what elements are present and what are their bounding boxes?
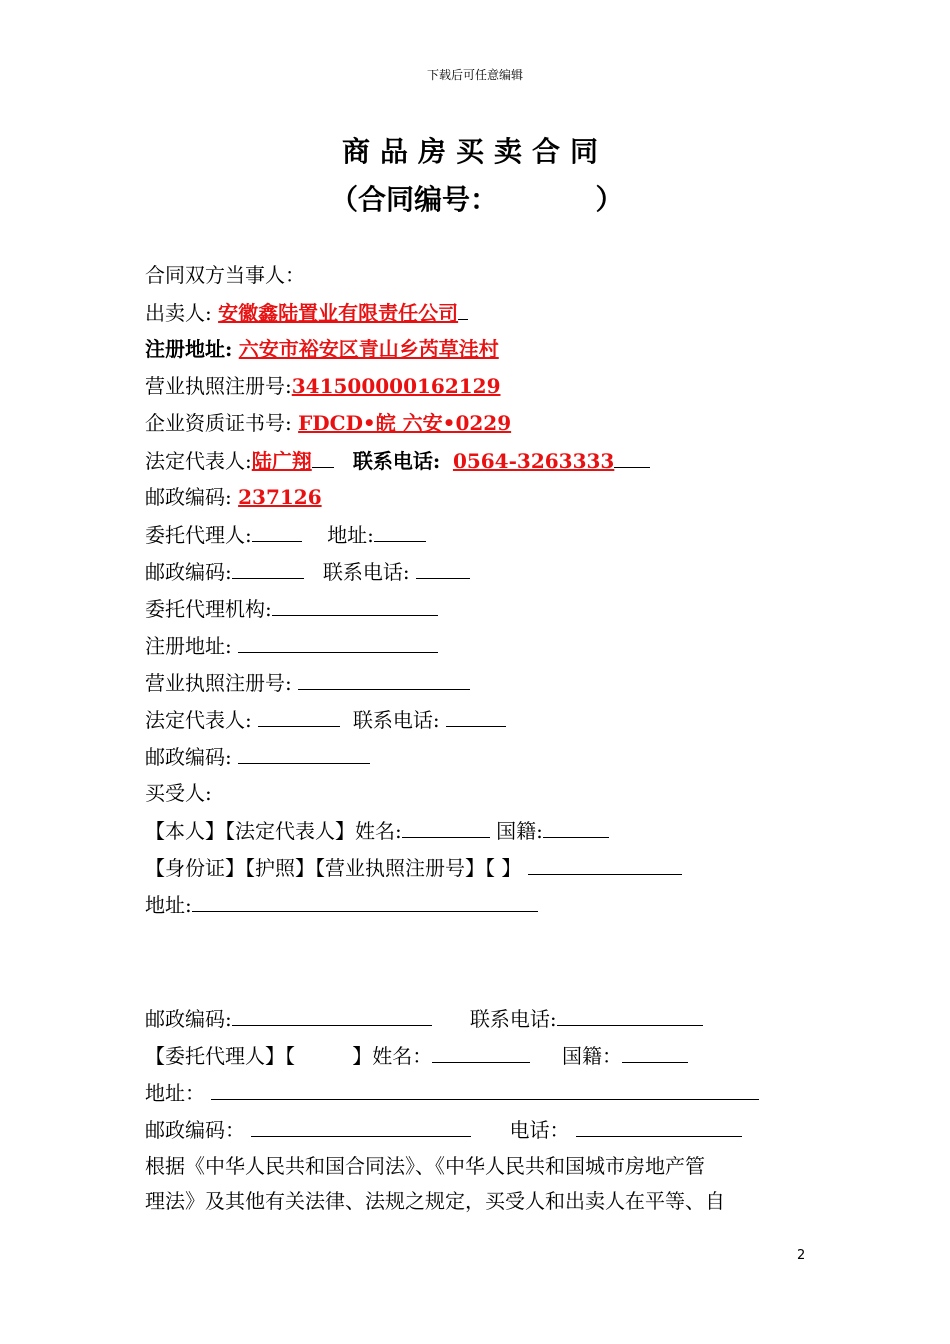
buyer-agent-nationality-label: 国籍： bbox=[562, 1044, 623, 1068]
qualification-row bbox=[145, 410, 511, 436]
buyer-agent-postcode-label: 邮政编码： bbox=[145, 1118, 245, 1142]
agency-field[interactable] bbox=[272, 595, 438, 616]
buyer-id-row bbox=[145, 854, 682, 881]
agent-address-field[interactable] bbox=[374, 521, 426, 542]
reg-address-row bbox=[145, 336, 499, 362]
page-header: 下载后可任意编辑 bbox=[426, 68, 523, 82]
license-label: 营业执照注册号: bbox=[145, 374, 292, 398]
agent-phone-field[interactable] bbox=[416, 558, 470, 579]
agent-postcode-label: 邮政编码: bbox=[145, 560, 232, 584]
buyer-nationality-field[interactable] bbox=[543, 817, 609, 838]
agency-license-label: 营业执照注册号: bbox=[145, 671, 292, 695]
buyer-postcode-label: 邮政编码: bbox=[145, 1007, 232, 1031]
legal-rep-label: 法定代表人: bbox=[145, 449, 252, 473]
buyer-agent-name-field[interactable] bbox=[432, 1042, 530, 1063]
buyer-agent-address-row bbox=[145, 1079, 759, 1106]
seller-row bbox=[145, 299, 468, 326]
agent-field[interactable] bbox=[252, 521, 302, 542]
agency-phone-label: 联系电话: bbox=[352, 708, 440, 732]
agent-row bbox=[145, 521, 426, 548]
blank-field[interactable] bbox=[312, 447, 334, 468]
buyer-agent-postcode-field[interactable] bbox=[251, 1116, 471, 1137]
buyer-agent-contact-row bbox=[145, 1116, 742, 1143]
agency-label: 委托代理机构: bbox=[145, 597, 272, 621]
agent-phone-label: 联系电话: bbox=[322, 560, 410, 584]
buyer-agent-address-field[interactable] bbox=[211, 1079, 759, 1100]
buyer-id-field[interactable] bbox=[528, 854, 682, 875]
postcode-label: 邮政编码: bbox=[145, 485, 232, 509]
parties-heading: 合同双方当事人： bbox=[145, 263, 305, 287]
buyer-phone-field[interactable] bbox=[557, 1005, 703, 1026]
reg-address-label: 注册地址: bbox=[145, 337, 233, 361]
blank-field[interactable] bbox=[458, 299, 468, 320]
license-row bbox=[145, 373, 501, 399]
agent-label: 委托代理人: bbox=[145, 523, 252, 547]
qualification-label: 企业资质证书号: bbox=[145, 411, 292, 435]
buyer-address-label: 地址: bbox=[145, 893, 192, 917]
buyer-postcode-field[interactable] bbox=[232, 1005, 432, 1026]
agent-contact-row bbox=[145, 558, 470, 585]
buyer-address-field[interactable] bbox=[192, 891, 538, 912]
agent-address-label: 地址: bbox=[327, 523, 374, 547]
buyer-agent-nationality-field[interactable] bbox=[622, 1042, 688, 1063]
contract-number: （合同编号： ） bbox=[330, 183, 624, 216]
buyer-id-label: 【身份证】【护照】【营业执照注册号】【 】 bbox=[145, 856, 522, 880]
legal-rep-row bbox=[145, 447, 650, 474]
buyer-nationality-label: 国籍: bbox=[496, 819, 543, 843]
buyer-address-row bbox=[145, 891, 538, 918]
buyer-agent-address-label: 地址： bbox=[145, 1081, 205, 1105]
agency-row bbox=[145, 595, 438, 622]
body-text-line-2: 理法》及其他有关法律、法规之规定，买受人和出卖人在平等、自 bbox=[145, 1189, 725, 1213]
contract-title: 商品房买卖合同 bbox=[341, 135, 608, 168]
buyer-agent-label: 【委托代理人】【 】姓名： bbox=[145, 1044, 433, 1068]
buyer-agent-phone-field[interactable] bbox=[576, 1116, 742, 1137]
agency-phone-field[interactable] bbox=[446, 706, 506, 727]
phone-label: 联系电话: bbox=[352, 449, 441, 473]
blank-field[interactable] bbox=[614, 447, 650, 468]
agency-legal-row bbox=[145, 706, 506, 733]
buyer-contact-row bbox=[145, 1005, 703, 1032]
agency-postcode-field[interactable] bbox=[238, 743, 370, 764]
agency-legal-field[interactable] bbox=[258, 706, 340, 727]
buyer-heading: 买受人: bbox=[145, 781, 212, 805]
buyer-agent-row bbox=[145, 1042, 688, 1069]
license-value: 341500000162129 bbox=[291, 374, 501, 398]
agency-license-row bbox=[145, 669, 470, 696]
seller-value: 安徽鑫陆置业有限责任公司 bbox=[218, 301, 459, 325]
body-text-line-1: 根据《中华人民共和国合同法》、《中华人民共和国城市房地产管 bbox=[145, 1154, 705, 1178]
buyer-agent-phone-label: 电话： bbox=[509, 1118, 570, 1142]
buyer-name-row bbox=[145, 817, 609, 844]
buyer-name-field[interactable] bbox=[402, 817, 490, 838]
agency-postcode-label: 邮政编码: bbox=[145, 745, 232, 769]
agent-postcode-field[interactable] bbox=[232, 558, 304, 579]
qualification-value: FDCD•皖 六安•0229 bbox=[298, 411, 512, 435]
postcode-value: 237126 bbox=[238, 485, 322, 509]
legal-rep-value: 陆广翔 bbox=[251, 449, 312, 473]
agency-reg-address-row bbox=[145, 632, 438, 659]
buyer-phone-label: 联系电话: bbox=[469, 1007, 557, 1031]
agency-reg-address-field[interactable] bbox=[238, 632, 438, 653]
seller-label: 出卖人: bbox=[145, 301, 212, 325]
phone-value: 0564-3263333 bbox=[452, 449, 615, 473]
buyer-person-label: 【本人】【法定代表人】姓名: bbox=[145, 819, 402, 843]
postcode-row bbox=[145, 484, 322, 510]
agency-license-field[interactable] bbox=[298, 669, 470, 690]
reg-address-value: 六安市裕安区青山乡芮草洼村 bbox=[238, 337, 499, 361]
page-number: 2 bbox=[797, 1248, 806, 1263]
agency-legal-label: 法定代表人: bbox=[145, 708, 252, 732]
agency-reg-address-label: 注册地址: bbox=[145, 634, 232, 658]
agency-postcode-row bbox=[145, 743, 370, 770]
